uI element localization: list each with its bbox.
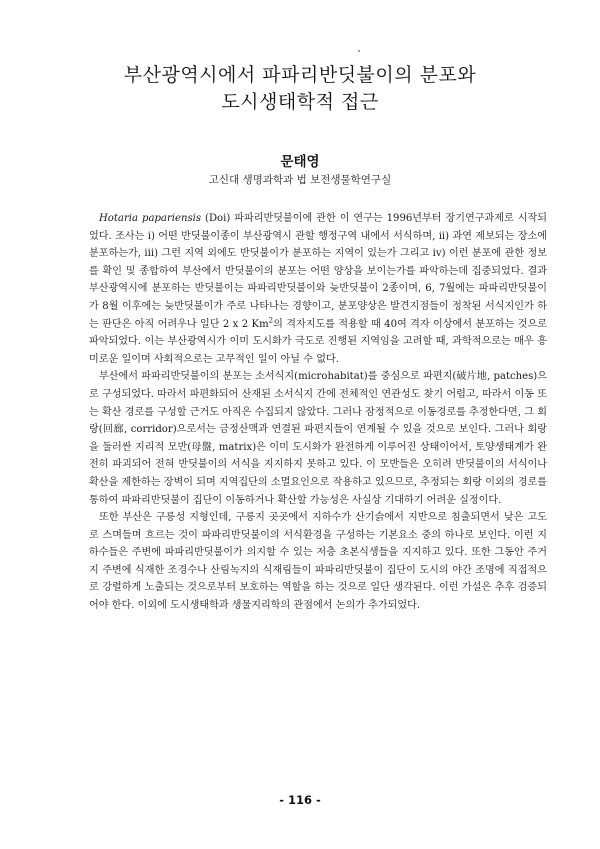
- author-affiliation: 고신대 생명과학과 법 보전생물학연구실: [208, 174, 392, 186]
- title-line-1: 부산광역시에서 파파리반딧불이의 분포와: [123, 64, 477, 86]
- paragraph-1-text-a: (Doi) 파파리반딧불이에 관한 이 연구는 1996년부터 장기연구과제로 시작되었다. 조사는 i) 어떤 반딧불이종이 부산광역시 관할 행정구역 내에서 서식하며, ii) 과연 제보되는 장소에 분포하는가, iii) 그런 지역 외에도 반딧불이가 분포하는 지역이 있는가 그리고 iv) 이런 분포에 관한 정보를 확인 및 종합하여 부산에서 반딧불이의 분포는 어떤 양상을 보이는가를 파악하는데 집중되었다. 결과 부산광역시에 분포하는 반딧불이는 파파리반딧불이와 늦반딧불이 2종이며, 6, 7월에는 파파리반딧불이가 8월 이후에는 늦반딧불이가 주로 나타나는 경향이고, 분포양상은 발견지점들이 정착된 서식지인가 하는 판단은 아직 어려우나 일단 2 x 2 Km: [89, 213, 547, 330]
- page-number: - 116 -: [279, 793, 321, 807]
- superscript-2: 2: [268, 316, 274, 325]
- paragraph-2: 부산에서 파파리반딧불이의 분포는 소서식지(microhabitat)를 중심으로 파편지(破片地, patches)으로 구성되었다. 따라서 파편화되어 산재된 소서식지 간에 전체적인 연관성도 찾기 어렵고, 따라서 이동 또는 확산 경로를 구성할 근거도 아직은 수집되지 않았다. 그러나 잠정적으로 이동경로를 추정한다면, 그 회랑(回廊, corridor)으로서는 금정산맥과 연결된 파편지들이 연계될 수 있을 것으로 보인다. 그러나 회랑을 둘러싼 지리적 모반(母盤, matrix)은 이미 도시화가 완전하게 이루어진 상태이어서, 토양생태계가 완전히 파괴되어 전혀 반딧불이의 서식을 지지하지 못하고 있다. 이 모반들은 오히려 반딧불이의 서식이나 확산을 제한하는 장벽이 되며 지역집단의 소멸요인으로 작용하고 있으므로, 추정되는 회랑 이외의 경로를 통하여 파파리반딧불이 집단이 이동하거나 확산할 가능성은 사실상 기대하기 어려운 실정이다.: [89, 371, 547, 506]
- paragraph-3: 또한 부산은 구릉성 지형인데, 구릉지 곳곳에서 지하수가 산기슭에서 지반으로 침출되면서 낮은 고도로 스며들며 흐르는 것이 파파리반딧불이의 서식환경을 구성하는 기본요소 중의 하나로 보인다. 이런 지하수들은 주변에 파파리반딧불이가 의지할 수 있는 저층 초본식생들을 지지하고 있다. 또한 그동안 주거지 주변에 식재한 조경수나 산림녹지의 식재림들이 파파리반딧불이 집단이 도시의 야간 조명에 직접적으로 강렬하게 노출되는 것으로부터 보호하는 역할을 하는 것으로 일단 생각된다. 이런 가설은 추후 검증되어야 한다. 이외에 도시생태학과 생물지리학의 관점에서 논의가 추가되었다.: [89, 512, 547, 612]
- species-name: Hotaria papariensis: [99, 213, 202, 224]
- paragraph-1: [89, 210, 547, 368]
- scan-speck: [358, 50, 360, 52]
- paragraph-1-text-b: 의 격자지도를 적용할 때 40여 격자 이상에서 분포하는 것으로 파악되었다. 이는 부산광역시가 이미 도시화가 극도로 진행된 지역임을 고려할 때, 과학적으로는 매우 흥미로운 일이며 사회적으로는 고무적인 일이 아닐 수 없다.: [89, 318, 548, 365]
- paper-title: [0, 62, 600, 116]
- title-line-2: 도시생태학적 접근: [221, 91, 379, 113]
- author-name: 문태영: [280, 154, 320, 170]
- abstract-body: [89, 210, 547, 615]
